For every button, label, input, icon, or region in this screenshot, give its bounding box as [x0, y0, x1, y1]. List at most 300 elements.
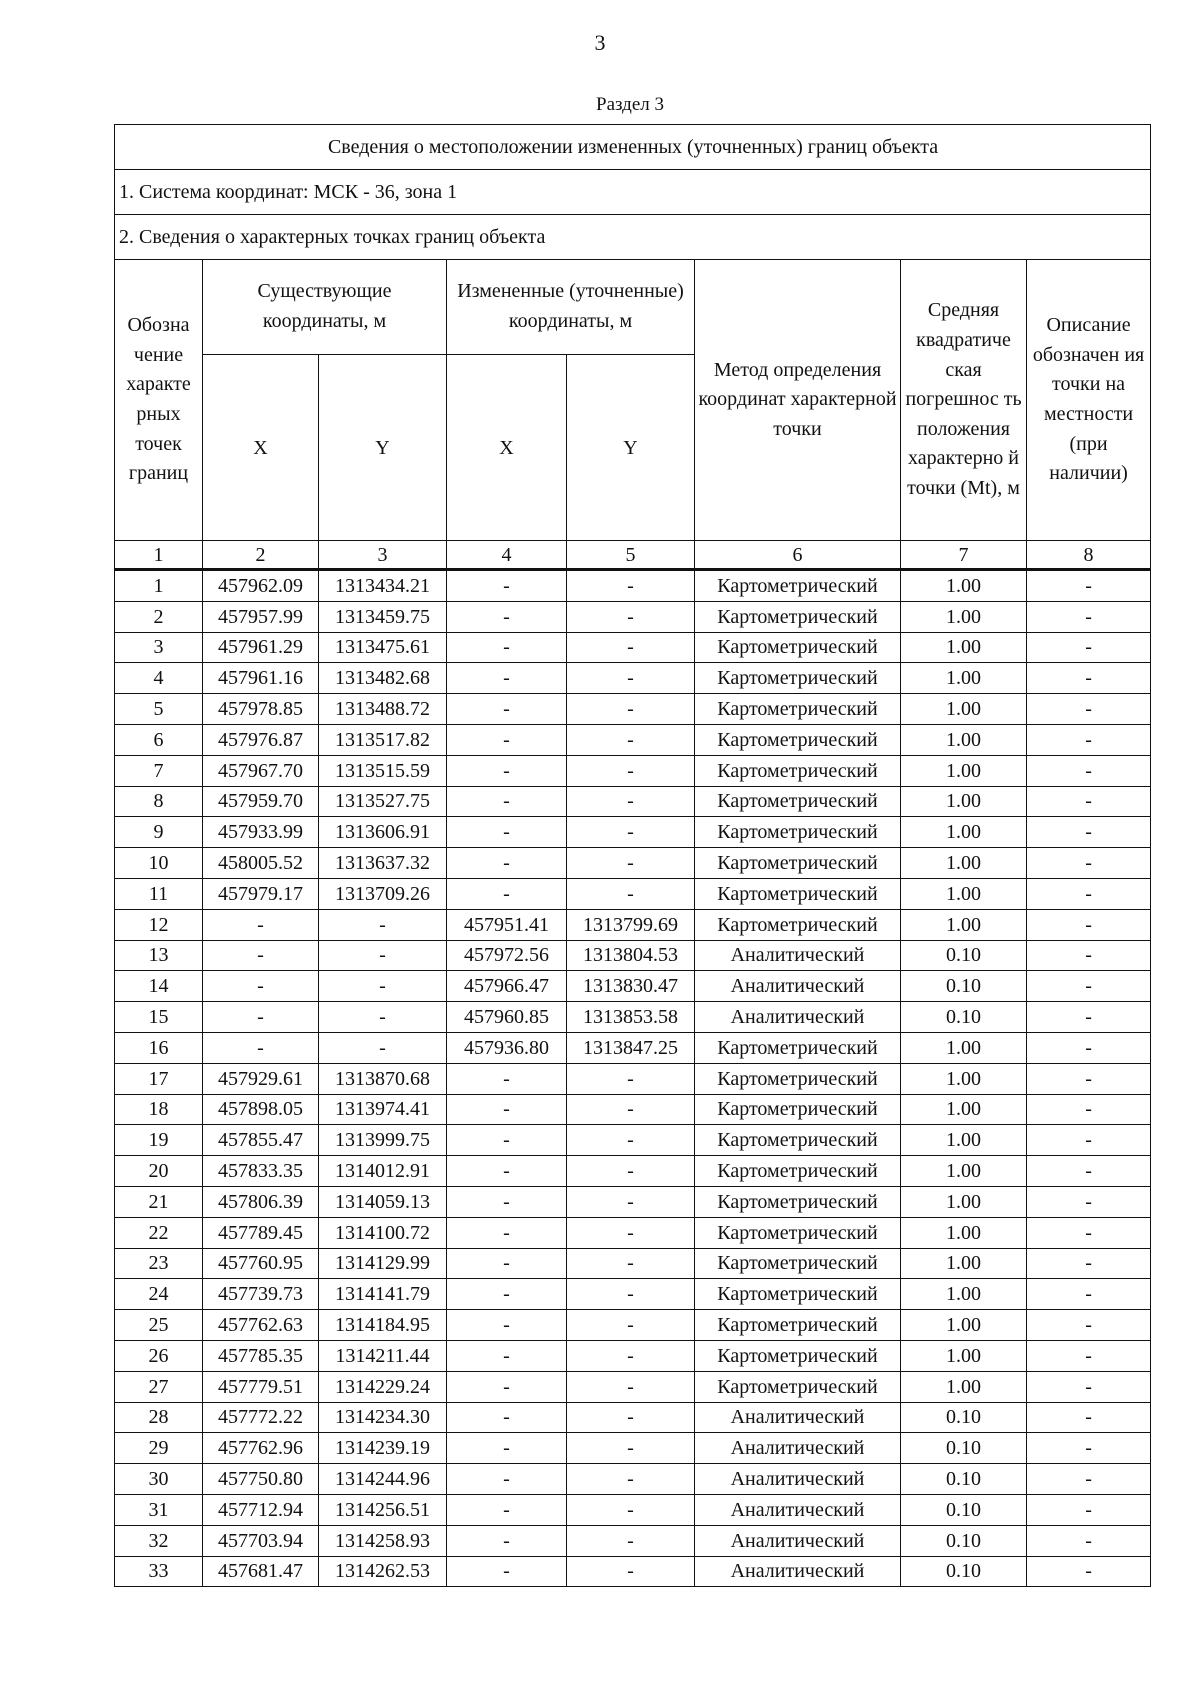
description-cell: - — [1027, 663, 1151, 694]
existing-y-cell: 1313870.68 — [319, 1063, 447, 1094]
existing-y-cell: 1313517.82 — [319, 724, 447, 755]
changed-x-cell: - — [447, 1125, 567, 1156]
existing-y-cell: 1313488.72 — [319, 694, 447, 725]
mt-value-cell: 1.00 — [901, 878, 1027, 909]
point-number-cell: 14 — [115, 971, 203, 1002]
mt-value-cell: 1.00 — [901, 1156, 1027, 1187]
table-row — [115, 694, 1151, 725]
table-row — [115, 1433, 1151, 1464]
description-cell: - — [1027, 1063, 1151, 1094]
method-cell: Картометрический — [695, 909, 901, 940]
point-number-cell: 12 — [115, 909, 203, 940]
existing-x-cell: 457933.99 — [203, 817, 319, 848]
method-cell: Картометрический — [695, 570, 901, 602]
method-cell: Аналитический — [695, 1002, 901, 1033]
point-number-cell: 30 — [115, 1464, 203, 1495]
table-row — [115, 1556, 1151, 1587]
method-cell: Картометрический — [695, 1125, 901, 1156]
mt-value-cell: 1.00 — [901, 632, 1027, 663]
mt-value-cell: 0.10 — [901, 1556, 1027, 1587]
description-cell: - — [1027, 1217, 1151, 1248]
changed-y-cell: - — [567, 848, 695, 879]
point-number-cell: 18 — [115, 1094, 203, 1125]
changed-y-cell: - — [567, 570, 695, 602]
changed-x-cell: - — [447, 1310, 567, 1341]
changed-x-cell: 457972.56 — [447, 940, 567, 971]
point-number-cell: 11 — [115, 878, 203, 909]
point-number-cell: 23 — [115, 1248, 203, 1279]
changed-y-cell: - — [567, 1063, 695, 1094]
existing-x-cell: 457779.51 — [203, 1371, 319, 1402]
existing-y-cell: 1314256.51 — [319, 1494, 447, 1525]
existing-y-cell: 1314234.30 — [319, 1402, 447, 1433]
header-existing-coords: Существующие координаты, м — [203, 260, 447, 355]
point-number-cell: 3 — [115, 632, 203, 663]
column-number-row — [115, 541, 1151, 570]
description-cell: - — [1027, 1094, 1151, 1125]
header-changed-x: X — [447, 355, 567, 541]
mt-value-cell: 1.00 — [901, 1186, 1027, 1217]
existing-x-cell: 457978.85 — [203, 694, 319, 725]
changed-x-cell: - — [447, 1494, 567, 1525]
description-cell: - — [1027, 1002, 1151, 1033]
method-cell: Аналитический — [695, 971, 901, 1002]
header-method: Метод определения координат характерной точки — [695, 260, 901, 541]
existing-x-cell: 457789.45 — [203, 1217, 319, 1248]
mt-value-cell: 0.10 — [901, 1525, 1027, 1556]
existing-x-cell: 457959.70 — [203, 786, 319, 817]
mt-value-cell: 0.10 — [901, 940, 1027, 971]
table-row — [115, 1094, 1151, 1125]
mt-value-cell: 0.10 — [901, 1464, 1027, 1495]
changed-y-cell: - — [567, 1464, 695, 1495]
changed-y-cell: - — [567, 1279, 695, 1310]
mt-value-cell: 1.00 — [901, 1310, 1027, 1341]
column-number: 1 — [115, 541, 203, 570]
changed-y-cell: - — [567, 663, 695, 694]
description-cell: - — [1027, 1032, 1151, 1063]
description-cell: - — [1027, 1433, 1151, 1464]
existing-x-cell: 457898.05 — [203, 1094, 319, 1125]
section-title: Раздел 3 — [596, 94, 664, 115]
existing-x-cell: 458005.52 — [203, 848, 319, 879]
point-number-cell: 24 — [115, 1279, 203, 1310]
changed-x-cell: - — [447, 1340, 567, 1371]
existing-y-cell: 1314211.44 — [319, 1340, 447, 1371]
changed-x-cell: - — [447, 786, 567, 817]
description-cell: - — [1027, 1556, 1151, 1587]
changed-x-cell: - — [447, 1186, 567, 1217]
existing-x-cell: - — [203, 1032, 319, 1063]
changed-x-cell: - — [447, 694, 567, 725]
method-cell: Аналитический — [695, 1402, 901, 1433]
existing-y-cell: 1314100.72 — [319, 1217, 447, 1248]
existing-y-cell: 1313606.91 — [319, 817, 447, 848]
table-row — [115, 971, 1151, 1002]
existing-y-cell: 1313709.26 — [319, 878, 447, 909]
mt-value-cell: 1.00 — [901, 570, 1027, 602]
point-number-cell: 31 — [115, 1494, 203, 1525]
changed-y-cell: - — [567, 1248, 695, 1279]
table-row — [115, 817, 1151, 848]
point-number-cell: 33 — [115, 1556, 203, 1587]
method-cell: Картометрический — [695, 1310, 901, 1341]
point-number-cell: 17 — [115, 1063, 203, 1094]
point-number-cell: 5 — [115, 694, 203, 725]
table-row — [115, 786, 1151, 817]
changed-x-cell: 457936.80 — [447, 1032, 567, 1063]
description-cell: - — [1027, 1371, 1151, 1402]
changed-x-cell: - — [447, 1433, 567, 1464]
existing-x-cell: - — [203, 940, 319, 971]
changed-y-cell: - — [567, 1340, 695, 1371]
point-number-cell: 29 — [115, 1433, 203, 1464]
changed-y-cell: - — [567, 1556, 695, 1587]
table-row — [115, 632, 1151, 663]
description-cell: - — [1027, 724, 1151, 755]
mt-value-cell: 0.10 — [901, 1433, 1027, 1464]
description-cell: - — [1027, 878, 1151, 909]
description-cell: - — [1027, 1125, 1151, 1156]
column-number: 6 — [695, 541, 901, 570]
mt-value-cell: 1.00 — [901, 694, 1027, 725]
page-number: 3 — [594, 30, 606, 55]
point-number-cell: 28 — [115, 1402, 203, 1433]
boundary-points-table — [114, 124, 1151, 1587]
changed-y-cell: - — [567, 1125, 695, 1156]
mt-value-cell: 1.00 — [901, 724, 1027, 755]
point-number-cell: 1 — [115, 570, 203, 602]
point-number-cell: 20 — [115, 1156, 203, 1187]
method-cell: Аналитический — [695, 940, 901, 971]
mt-value-cell: 1.00 — [901, 1063, 1027, 1094]
changed-x-cell: - — [447, 1063, 567, 1094]
existing-y-cell: 1314012.91 — [319, 1156, 447, 1187]
mt-value-cell: 1.00 — [901, 909, 1027, 940]
existing-x-cell: 457750.80 — [203, 1464, 319, 1495]
changed-y-cell: - — [567, 1402, 695, 1433]
method-cell: Картометрический — [695, 663, 901, 694]
table-row — [115, 1402, 1151, 1433]
table-row — [115, 570, 1151, 602]
description-cell: - — [1027, 1340, 1151, 1371]
mt-value-cell: 1.00 — [901, 601, 1027, 632]
method-cell: Аналитический — [695, 1525, 901, 1556]
description-cell: - — [1027, 1279, 1151, 1310]
mt-value-cell: 0.10 — [901, 1402, 1027, 1433]
table-row — [115, 1371, 1151, 1402]
point-number-cell: 10 — [115, 848, 203, 879]
column-number: 2 — [203, 541, 319, 570]
point-number-cell: 19 — [115, 1125, 203, 1156]
method-cell: Картометрический — [695, 817, 901, 848]
table-row — [115, 1125, 1151, 1156]
method-cell: Картометрический — [695, 1156, 901, 1187]
existing-y-cell: - — [319, 1002, 447, 1033]
existing-x-cell: 457785.35 — [203, 1340, 319, 1371]
point-number-cell: 7 — [115, 755, 203, 786]
changed-y-cell: - — [567, 1433, 695, 1464]
method-cell: Картометрический — [695, 1340, 901, 1371]
changed-x-cell: - — [447, 755, 567, 786]
existing-x-cell: 457681.47 — [203, 1556, 319, 1587]
existing-x-cell: - — [203, 909, 319, 940]
existing-x-cell: 457976.87 — [203, 724, 319, 755]
changed-y-cell: 1313804.53 — [567, 940, 695, 971]
changed-x-cell: - — [447, 601, 567, 632]
existing-x-cell: 457760.95 — [203, 1248, 319, 1279]
existing-x-cell: 457855.47 — [203, 1125, 319, 1156]
table-row — [115, 1494, 1151, 1525]
method-cell: Картометрический — [695, 1186, 901, 1217]
table-row — [115, 724, 1151, 755]
method-cell: Аналитический — [695, 1494, 901, 1525]
changed-y-cell: - — [567, 878, 695, 909]
description-cell: - — [1027, 632, 1151, 663]
method-cell: Картометрический — [695, 878, 901, 909]
existing-x-cell: 457739.73 — [203, 1279, 319, 1310]
existing-x-cell: 457762.96 — [203, 1433, 319, 1464]
mt-value-cell: 1.00 — [901, 663, 1027, 694]
changed-x-cell: - — [447, 817, 567, 848]
mt-value-cell: 1.00 — [901, 817, 1027, 848]
changed-y-cell: - — [567, 1094, 695, 1125]
point-number-cell: 22 — [115, 1217, 203, 1248]
description-cell: - — [1027, 909, 1151, 940]
description-cell: - — [1027, 1310, 1151, 1341]
existing-x-cell: 457703.94 — [203, 1525, 319, 1556]
existing-y-cell: 1313475.61 — [319, 632, 447, 663]
description-cell: - — [1027, 755, 1151, 786]
table-row — [115, 878, 1151, 909]
existing-y-cell: 1314141.79 — [319, 1279, 447, 1310]
description-cell: - — [1027, 1494, 1151, 1525]
changed-x-cell: - — [447, 724, 567, 755]
existing-x-cell: 457762.63 — [203, 1310, 319, 1341]
changed-x-cell: - — [447, 1402, 567, 1433]
existing-y-cell: 1313434.21 — [319, 570, 447, 602]
description-cell: - — [1027, 1186, 1151, 1217]
table-row — [115, 1310, 1151, 1341]
existing-x-cell: 457772.22 — [203, 1402, 319, 1433]
point-number-cell: 9 — [115, 817, 203, 848]
column-number: 4 — [447, 541, 567, 570]
existing-y-cell: 1314239.19 — [319, 1433, 447, 1464]
changed-y-cell: - — [567, 755, 695, 786]
method-cell: Картометрический — [695, 786, 901, 817]
method-cell: Картометрический — [695, 1094, 901, 1125]
changed-x-cell: - — [447, 1525, 567, 1556]
existing-x-cell: 457979.17 — [203, 878, 319, 909]
table-row — [115, 601, 1151, 632]
method-cell: Картометрический — [695, 848, 901, 879]
existing-y-cell: 1314059.13 — [319, 1186, 447, 1217]
changed-x-cell: - — [447, 878, 567, 909]
method-cell: Картометрический — [695, 632, 901, 663]
changed-x-cell: - — [447, 1371, 567, 1402]
description-cell: - — [1027, 601, 1151, 632]
table-row — [115, 1186, 1151, 1217]
point-number-cell: 8 — [115, 786, 203, 817]
column-number: 5 — [567, 541, 695, 570]
changed-y-cell: 1313830.47 — [567, 971, 695, 1002]
existing-x-cell: - — [203, 1002, 319, 1033]
existing-y-cell: 1313459.75 — [319, 601, 447, 632]
point-number-cell: 32 — [115, 1525, 203, 1556]
existing-x-cell: 457957.99 — [203, 601, 319, 632]
table-row — [115, 909, 1151, 940]
existing-y-cell: 1313482.68 — [319, 663, 447, 694]
existing-x-cell: 457962.09 — [203, 570, 319, 602]
changed-y-cell: - — [567, 1494, 695, 1525]
changed-x-cell: 457951.41 — [447, 909, 567, 940]
changed-x-cell: - — [447, 1094, 567, 1125]
changed-x-cell: - — [447, 1279, 567, 1310]
table-row — [115, 1063, 1151, 1094]
table-row — [115, 1217, 1151, 1248]
existing-y-cell: 1314262.53 — [319, 1556, 447, 1587]
changed-y-cell: - — [567, 1217, 695, 1248]
changed-x-cell: - — [447, 570, 567, 602]
table-title: Сведения о местоположении измененных (уточненных) границ объекта — [115, 125, 1151, 170]
column-number: 8 — [1027, 541, 1151, 570]
mt-value-cell: 1.00 — [901, 1340, 1027, 1371]
method-cell: Картометрический — [695, 724, 901, 755]
point-number-cell: 25 — [115, 1310, 203, 1341]
changed-y-cell: - — [567, 1525, 695, 1556]
existing-x-cell: 457712.94 — [203, 1494, 319, 1525]
point-number-cell: 27 — [115, 1371, 203, 1402]
changed-y-cell: - — [567, 632, 695, 663]
existing-y-cell: - — [319, 1032, 447, 1063]
column-number: 3 — [319, 541, 447, 570]
existing-y-cell: 1313999.75 — [319, 1125, 447, 1156]
changed-y-cell: 1313853.58 — [567, 1002, 695, 1033]
table-row — [115, 1340, 1151, 1371]
existing-y-cell: 1314129.99 — [319, 1248, 447, 1279]
changed-x-cell: - — [447, 1464, 567, 1495]
method-cell: Картометрический — [695, 1063, 901, 1094]
method-cell: Картометрический — [695, 1279, 901, 1310]
changed-y-cell: - — [567, 1186, 695, 1217]
method-cell: Картометрический — [695, 601, 901, 632]
description-cell: - — [1027, 1402, 1151, 1433]
mt-value-cell: 1.00 — [901, 1125, 1027, 1156]
header-changed-y: Y — [567, 355, 695, 541]
existing-x-cell: 457961.29 — [203, 632, 319, 663]
table-row — [115, 1002, 1151, 1033]
column-number: 7 — [901, 541, 1027, 570]
changed-y-cell: 1313799.69 — [567, 909, 695, 940]
points-info: 2. Сведения о характерных точках границ объекта — [115, 215, 1151, 260]
changed-y-cell: - — [567, 694, 695, 725]
coord-system-info: 1. Система координат: МСК - 36, зона 1 — [115, 170, 1151, 215]
point-number-cell: 6 — [115, 724, 203, 755]
description-cell: - — [1027, 1525, 1151, 1556]
method-cell: Картометрический — [695, 1248, 901, 1279]
changed-x-cell: - — [447, 663, 567, 694]
description-cell: - — [1027, 786, 1151, 817]
existing-y-cell: 1313527.75 — [319, 786, 447, 817]
description-cell: - — [1027, 1464, 1151, 1495]
point-number-cell: 13 — [115, 940, 203, 971]
existing-y-cell: - — [319, 940, 447, 971]
table-row — [115, 940, 1151, 971]
table-row — [115, 755, 1151, 786]
changed-y-cell: - — [567, 1371, 695, 1402]
existing-y-cell: 1313974.41 — [319, 1094, 447, 1125]
mt-value-cell: 1.00 — [901, 1217, 1027, 1248]
table-row — [115, 1279, 1151, 1310]
header-changed-coords: Измененные (уточненные) координаты, м — [447, 260, 695, 355]
mt-value-cell: 0.10 — [901, 1494, 1027, 1525]
mt-value-cell: 0.10 — [901, 1002, 1027, 1033]
mt-value-cell: 1.00 — [901, 755, 1027, 786]
mt-value-cell: 1.00 — [901, 1248, 1027, 1279]
changed-y-cell: - — [567, 601, 695, 632]
method-cell: Картометрический — [695, 1217, 901, 1248]
mt-value-cell: 0.10 — [901, 971, 1027, 1002]
existing-y-cell: 1314258.93 — [319, 1525, 447, 1556]
existing-y-cell: 1314184.95 — [319, 1310, 447, 1341]
table-row — [115, 1525, 1151, 1556]
table-row — [115, 1032, 1151, 1063]
description-cell: - — [1027, 570, 1151, 602]
changed-y-cell: 1313847.25 — [567, 1032, 695, 1063]
description-cell: - — [1027, 817, 1151, 848]
mt-value-cell: 1.00 — [901, 848, 1027, 879]
header-mt: Средняя квадратиче ская погрешнос ть положения характерно й точки (Mt), м — [901, 260, 1027, 541]
changed-x-cell: - — [447, 632, 567, 663]
method-cell: Картометрический — [695, 694, 901, 725]
existing-x-cell: 457967.70 — [203, 755, 319, 786]
changed-y-cell: - — [567, 724, 695, 755]
table-row — [115, 848, 1151, 879]
existing-x-cell: - — [203, 971, 319, 1002]
existing-y-cell: - — [319, 971, 447, 1002]
point-number-cell: 21 — [115, 1186, 203, 1217]
changed-x-cell: - — [447, 1556, 567, 1587]
method-cell: Картометрический — [695, 755, 901, 786]
existing-y-cell: 1314244.96 — [319, 1464, 447, 1495]
mt-value-cell: 1.00 — [901, 1032, 1027, 1063]
existing-y-cell: 1313637.32 — [319, 848, 447, 879]
changed-x-cell: 457960.85 — [447, 1002, 567, 1033]
existing-y-cell: - — [319, 909, 447, 940]
mt-value-cell: 1.00 — [901, 786, 1027, 817]
method-cell: Аналитический — [695, 1464, 901, 1495]
changed-x-cell: - — [447, 1156, 567, 1187]
point-number-cell: 26 — [115, 1340, 203, 1371]
table-row — [115, 663, 1151, 694]
mt-value-cell: 1.00 — [901, 1094, 1027, 1125]
description-cell: - — [1027, 694, 1151, 725]
description-cell: - — [1027, 940, 1151, 971]
mt-value-cell: 1.00 — [901, 1371, 1027, 1402]
point-number-cell: 4 — [115, 663, 203, 694]
changed-y-cell: - — [567, 1310, 695, 1341]
changed-y-cell: - — [567, 1156, 695, 1187]
changed-x-cell: - — [447, 1217, 567, 1248]
changed-x-cell: 457966.47 — [447, 971, 567, 1002]
description-cell: - — [1027, 1248, 1151, 1279]
description-cell: - — [1027, 848, 1151, 879]
table-row — [115, 1156, 1151, 1187]
changed-y-cell: - — [567, 786, 695, 817]
existing-x-cell: 457833.35 — [203, 1156, 319, 1187]
existing-y-cell: 1314229.24 — [319, 1371, 447, 1402]
header-existing-x: X — [203, 355, 319, 541]
